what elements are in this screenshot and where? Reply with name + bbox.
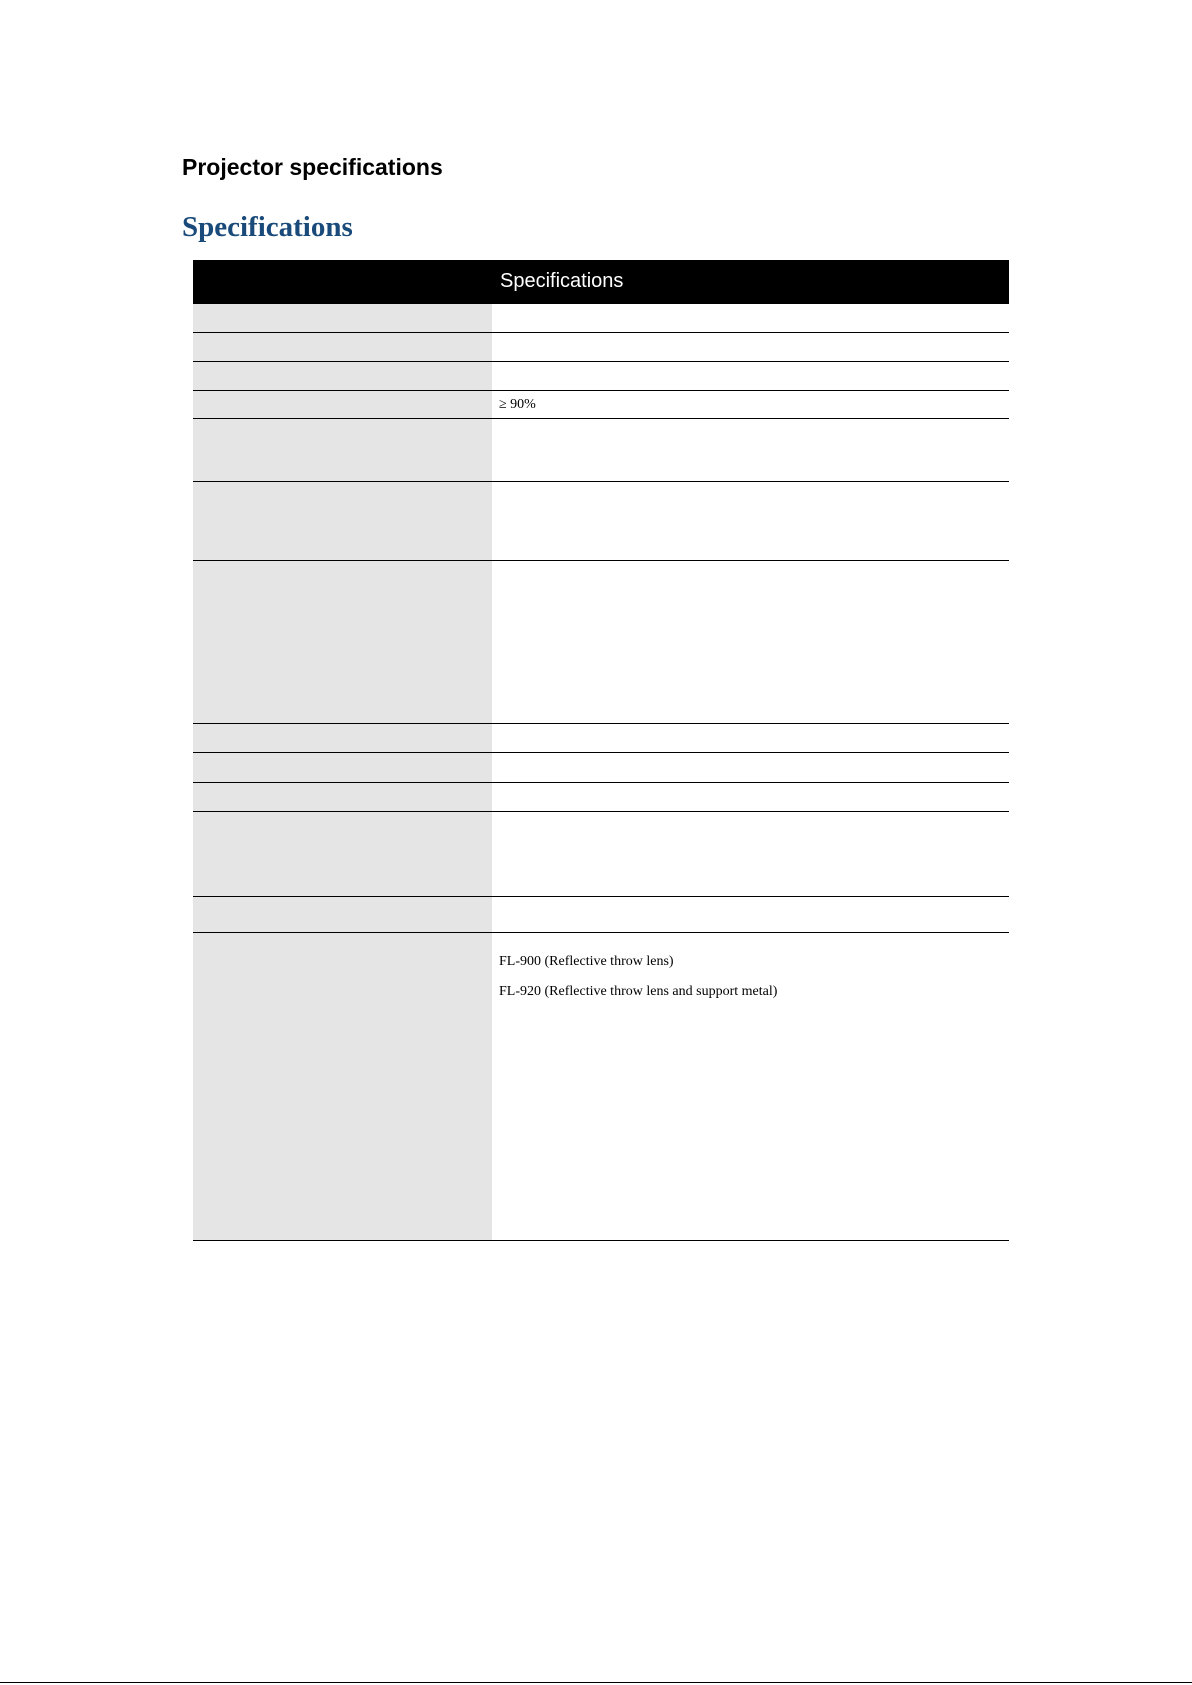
page-title: Projector specifications (182, 154, 443, 180)
row-value (492, 724, 1009, 752)
accessory-line: FL-920 (Reflective throw lens and support metal) (499, 984, 778, 999)
table-row (193, 812, 1009, 897)
row-value (492, 304, 1009, 332)
row-label (193, 333, 492, 361)
row-value (492, 753, 1009, 782)
row-value (492, 897, 1009, 932)
row-value (492, 362, 1009, 390)
row-label (193, 391, 492, 418)
row-value (492, 812, 1009, 896)
table-row (193, 724, 1009, 753)
table-row (193, 333, 1009, 362)
row-label (193, 753, 492, 782)
table-row (193, 482, 1009, 561)
table-row (193, 304, 1009, 333)
row-label (193, 304, 492, 332)
accessory-line: FL-900 (Reflective throw lens) (499, 954, 674, 969)
table-row (193, 362, 1009, 391)
row-value (492, 933, 1009, 1240)
row-value (492, 482, 1009, 560)
row-value (492, 333, 1009, 361)
table-header (193, 260, 1009, 304)
row-label (193, 897, 492, 932)
page-bottom-rule (0, 1682, 1192, 1683)
row-label (193, 362, 492, 390)
table-row (193, 933, 1009, 1241)
table-header-label: Specifications (500, 270, 624, 292)
table-row (193, 753, 1009, 783)
table-row (193, 897, 1009, 933)
row-label (193, 482, 492, 560)
row-label (193, 419, 492, 481)
section-heading: Specifications (182, 211, 353, 243)
row-value (492, 783, 1009, 811)
table-row (193, 419, 1009, 482)
row-label (193, 724, 492, 752)
row-value (492, 419, 1009, 481)
row-value: ≥ 90% (499, 397, 536, 412)
table-row (193, 391, 1009, 419)
table-row (193, 783, 1009, 812)
table-row (193, 561, 1009, 724)
row-label (193, 783, 492, 811)
row-value (492, 561, 1009, 723)
row-label (193, 561, 492, 723)
row-label (193, 812, 492, 896)
specifications-table (193, 260, 1009, 1241)
row-label (193, 933, 492, 1240)
